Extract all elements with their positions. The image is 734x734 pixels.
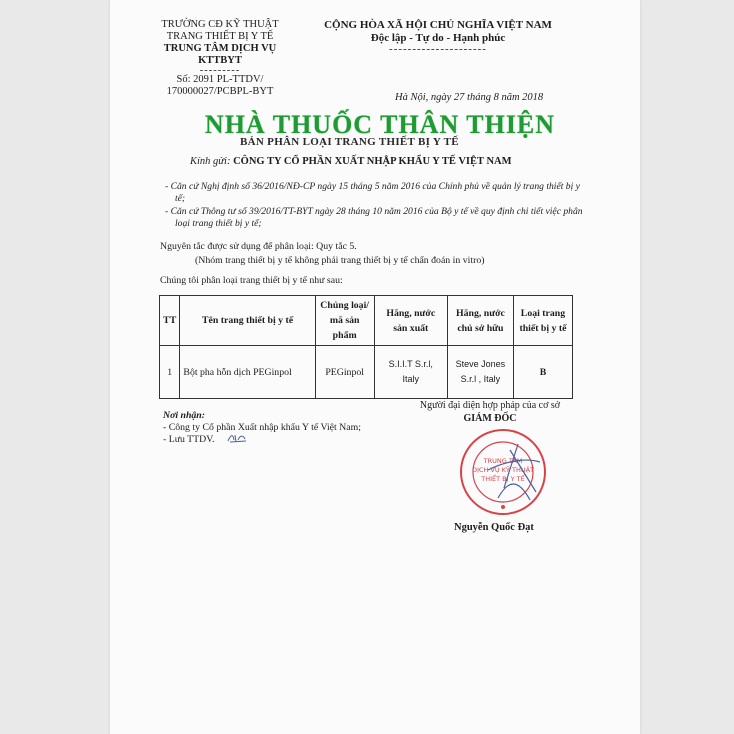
header-class-line-1: Loại trang — [520, 307, 566, 319]
national-motto: Độc lập - Tự do - Hạnh phúc — [370, 32, 506, 44]
svg-text:DỊCH VỤ KỸ THUẬT: DỊCH VỤ KỸ THUẬT — [471, 466, 535, 474]
signer-block — [395, 399, 585, 425]
issuer-separator: --------- — [199, 65, 241, 76]
cell-owner — [447, 346, 513, 399]
header-manufacturer-line-1: Hãng, nước — [386, 307, 436, 319]
header-manufacturer-line-2: sản xuất — [393, 322, 429, 334]
legal-basis — [165, 181, 585, 231]
header-class — [513, 296, 572, 346]
cell-code: PEGinpol — [315, 346, 374, 399]
document-title: BẢN PHÂN LOẠI TRANG THIẾT BỊ Y TẾ — [240, 136, 459, 148]
document-number-line-2: 170000027/PCBPL-BYT — [166, 86, 274, 97]
legal-basis-item: - Căn cứ Thông tư số 39/2016/TT-BYT ngày 28 tháng 10 năm 2016 của Bộ y tế về quy định chi tiết việc phân loại trang thiết bị y tế; — [165, 206, 583, 229]
header-class-line-2: thiết bị y tế — [519, 322, 567, 334]
header-manufacturer — [374, 296, 447, 346]
cell-owner-line-2: S.r.l , Italy — [460, 374, 501, 384]
recipients-block — [163, 410, 361, 446]
table-header-row — [160, 296, 573, 346]
signer-role: GIÁM ĐỐC — [463, 413, 517, 424]
country-name: CỘNG HÒA XÃ HỘI CHỦ NGHĨA VIỆT NAM — [324, 19, 552, 31]
header-name: Tên trang thiết bị y tế — [180, 296, 315, 346]
cell-manufacturer-line-1: S.I.I.T S.r.l, — [388, 359, 433, 369]
header-owner — [447, 296, 513, 346]
cell-tt: 1 — [160, 346, 180, 399]
place-date: Hà Nội, ngày 27 tháng 8 năm 2018 — [395, 92, 544, 103]
recipients-label: Nơi nhận: — [163, 410, 206, 421]
recipients-line: - Lưu TTDV. — [163, 434, 215, 445]
header-tt: TT — [160, 296, 180, 346]
svg-text:TRUNG TÂM: TRUNG TÂM — [483, 457, 523, 465]
signature-icon — [478, 440, 548, 510]
header-type-line-2: mã sản phẩm — [329, 315, 360, 341]
watermark-banner: NHÀ THUỐC THÂN THIỆN — [204, 110, 556, 139]
classification-intro: Chúng tôi phân loại trang thiết bị y tế như sau: — [160, 275, 343, 286]
issuer-header — [150, 19, 290, 98]
issuer-line-4: KTTBYT — [198, 55, 242, 66]
recipient-label: Kính gửi: — [190, 156, 231, 167]
cell-device-name: Bột pha hỗn dịch PEGinpol — [180, 346, 315, 399]
svg-text:THIẾT BỊ Y TẾ: THIẾT BỊ Y TẾ — [481, 475, 525, 483]
header-owner-line-1: Hãng, nước — [455, 307, 505, 319]
issuer-line-3: TRUNG TÂM DỊCH VỤ — [163, 43, 277, 54]
signer-title: Người đại diện hợp pháp của cơ sở — [419, 400, 561, 411]
table-row — [160, 346, 573, 399]
issuer-line-2: TRANG THIẾT BỊ Y TẾ — [166, 31, 274, 42]
header-owner-line-2: chủ sở hữu — [457, 322, 504, 334]
initial-mark-icon — [226, 432, 248, 444]
recipient-line — [190, 156, 512, 167]
signer-name: Nguyễn Quốc Đạt — [454, 522, 534, 533]
motto-separator: --------------------- — [389, 43, 487, 55]
header-type — [315, 296, 374, 346]
issuer-line-1: TRƯỜNG CĐ KỸ THUẬT — [161, 19, 279, 30]
legal-basis-item: - Căn cứ Nghị định số 36/2016/NĐ-CP ngày 15 tháng 5 năm 2016 của Chính phủ về quản lý trang thiết bị y tế; — [165, 181, 580, 204]
cell-class: B — [513, 346, 572, 399]
national-header — [318, 19, 558, 53]
classification-table — [159, 295, 573, 399]
classification-principle: Nguyên tắc được sử dụng để phân loại: Quy tắc 5. — [160, 241, 357, 252]
group-note: (Nhóm trang thiết bị y tế không phải trang thiết bị y tế chẩn đoán in vitro) — [195, 255, 485, 266]
header-type-line-1: Chủng loại/ — [320, 300, 370, 311]
recipient-org: CÔNG TY CỔ PHẦN XUẤT NHẬP KHẨU Y TẾ VIỆT NAM — [233, 156, 512, 167]
cell-manufacturer-line-2: Italy — [402, 374, 420, 384]
cell-manufacturer — [374, 346, 447, 399]
cell-owner-line-1: Steve Jones — [455, 359, 506, 369]
recipients-line: - Công ty Cổ phần Xuất nhập khẩu Y tế Việt Nam; — [163, 422, 361, 433]
document-number-line-1: Số: 2091 PL-TTDV/ — [176, 74, 264, 85]
